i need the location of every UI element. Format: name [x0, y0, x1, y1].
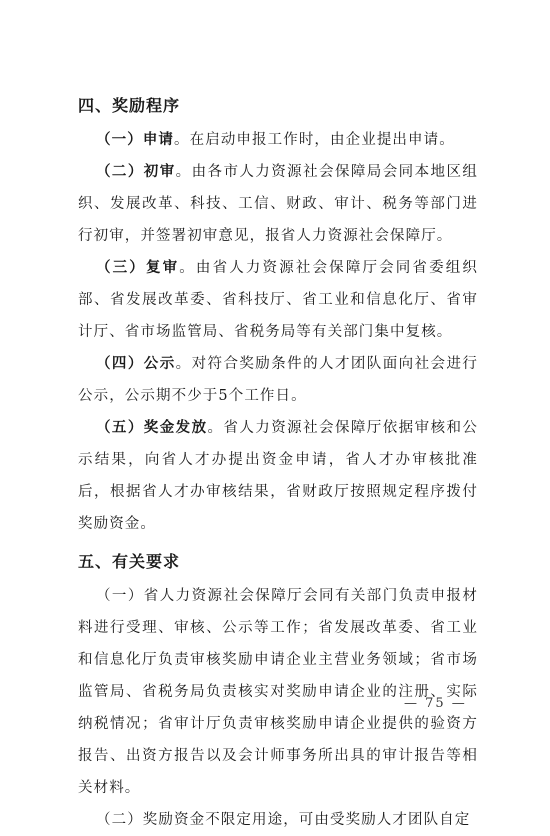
item-number: （四）	[96, 356, 144, 372]
paragraph	[78, 580, 478, 804]
item-text: 。由省人力资源社会保障厅会同省委组织部、省发展改革委、省科技厅、省工业和信息化厅、省审计厅、省市场监管局、省税务局等有关部门集中复核。	[78, 260, 478, 340]
item-number: （二）	[96, 164, 144, 180]
item-term: 复审	[145, 260, 180, 276]
item-text: 。省人力资源社会保障厅依据审核和公示结果，向省人才办提出资金申请，省人才办审核批准后，根据省人才办审核结果，省财政厅按照规定程序拨付奖励资金。	[78, 420, 478, 532]
section-award-procedure	[78, 90, 478, 540]
item-term: 申请	[142, 132, 175, 148]
paragraph	[78, 412, 478, 540]
item-term: 奖金发放	[143, 420, 208, 436]
paragraph	[78, 252, 478, 348]
document-body	[78, 90, 478, 836]
paragraph	[78, 124, 478, 156]
item-text: （二）奖励资金不限定用途，可由受奖励人才团队自定	[96, 812, 471, 828]
item-term: 初审	[143, 164, 176, 180]
paragraph	[78, 804, 478, 836]
page-number: — 75 —	[404, 696, 467, 711]
section-heading: 五、有关要求	[78, 552, 181, 571]
item-text: 。对符合奖励条件的人才团队面向社会进行公示，公示期不少于5个工作日。	[78, 356, 478, 404]
item-number: （三）	[96, 260, 146, 276]
section-requirements	[78, 546, 478, 836]
item-text: （一）省人力资源社会保障厅会同有关部门负责申报材料进行受理、审核、公示等工作；省发展改革委、省工业和信息化厅负责审核奖励申请企业主营业务领域；省市场监管局、省税务局负责核实对奖励申请企业的注册、实际纳税情况；省审计厅负责审核奖励申请企业提供的验资方报告、出资方报告以及会计师事务所出具的审计报告等相关材料。	[78, 588, 478, 796]
item-text: 。由各市人力资源社会保障局会同本地区组织、发展改革、科技、工信、财政、审计、税务等部门进行初审，并签署初审意见，报省人力资源社会保障厅。	[78, 164, 478, 244]
item-number: （一）	[96, 132, 143, 148]
item-term: 公示	[143, 356, 176, 372]
paragraph	[78, 156, 478, 252]
item-number: （五）	[96, 420, 144, 436]
section-heading: 四、奖励程序	[78, 96, 181, 115]
item-text: 。在启动申报工作时，由企业提出申请。	[174, 132, 455, 148]
paragraph	[78, 348, 478, 412]
